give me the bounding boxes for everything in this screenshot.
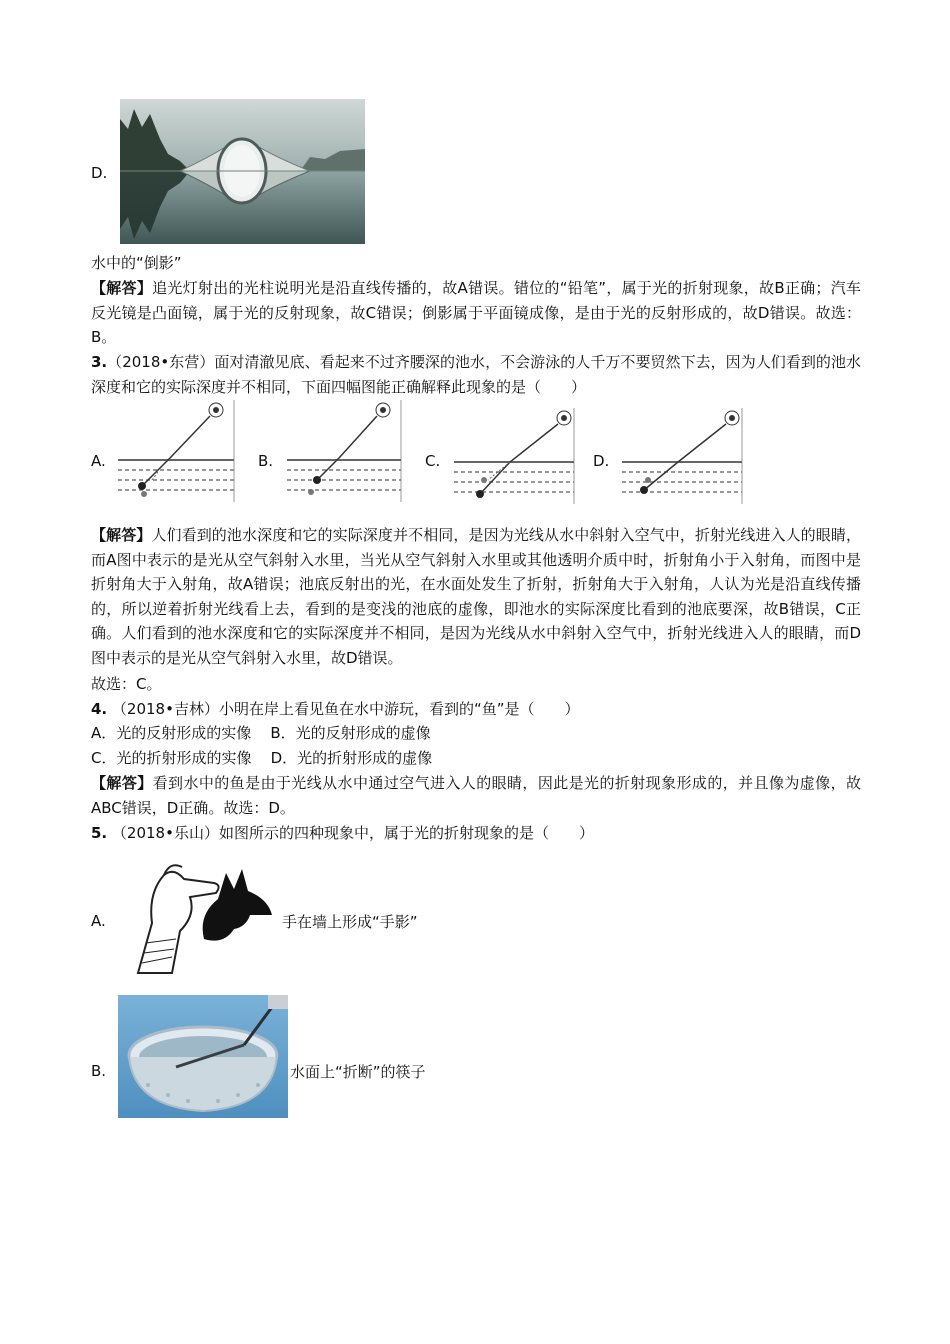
q4-option-b: B．光的反射形成的虚像 bbox=[270, 724, 431, 742]
q5-option-a-label: A. bbox=[91, 912, 106, 930]
q4-source: （2018•吉林） bbox=[111, 700, 219, 718]
q4-option-c: C．光的折射形成的实像 bbox=[91, 749, 252, 767]
q4-stem bbox=[91, 697, 861, 721]
q3-stem bbox=[91, 350, 861, 399]
q4-options-row2 bbox=[91, 746, 861, 770]
q4-options-row1 bbox=[91, 721, 861, 745]
q5-option-a-caption: 手在墙上形成“手影” bbox=[282, 913, 418, 931]
q5-option-b-caption: 水面上“折断”的筷子 bbox=[290, 1063, 426, 1081]
q3-option-d-label: D. bbox=[593, 452, 610, 470]
q5-option-b-label: B. bbox=[91, 1062, 107, 1080]
q4-option-a: A．光的反射形成的实像 bbox=[91, 724, 252, 742]
q2-option-d-label: D. bbox=[91, 164, 108, 182]
q4-option-d: D．光的折射形成的虚像 bbox=[270, 749, 433, 767]
q2-answer bbox=[91, 276, 861, 350]
q5-source: （2018•乐山） bbox=[111, 824, 219, 842]
bridge-reflection-photo bbox=[120, 99, 365, 244]
q3-option-c-label: C. bbox=[425, 452, 441, 470]
q4-answer-text: 看到水中的鱼是由于光线从水中通过空气进入人的眼睛，因此是光的折射现象形成的，并且像为虚像，故ABC错误，D正确。故选：D。 bbox=[91, 774, 861, 817]
q3-number: 3. bbox=[91, 353, 108, 371]
q3-diagram-d bbox=[622, 408, 744, 504]
q5-number: 5. bbox=[91, 824, 108, 842]
q3-stem-text: 面对清澈见底、看起来不过齐腰深的池水，不会游泳的人千万不要贸然下去，因为人们看到的池水深度和它的实际深度并不相同，下面四幅图能正确解释此现象的是（ ） bbox=[91, 353, 861, 396]
q4-number: 4. bbox=[91, 700, 108, 718]
q3-diagram-a bbox=[118, 400, 236, 502]
q3-diagram-c bbox=[454, 408, 576, 504]
q3-answer-tag: 【解答】 bbox=[91, 526, 152, 544]
q3-source: （2018•东营） bbox=[107, 353, 215, 371]
q5-stem bbox=[91, 821, 861, 845]
q3-final-answer: 故选：C。 bbox=[91, 675, 162, 693]
q2-answer-tag: 【解答】 bbox=[91, 279, 153, 297]
q4-answer-tag: 【解答】 bbox=[91, 774, 153, 792]
q4-stem-text: 小明在岸上看见鱼在水中游玩，看到的“鱼”是（ ） bbox=[218, 700, 580, 718]
q2-answer-text: 追光灯射出的光柱说明光是沿直线传播的，故A错误。错位的“铅笔”，属于光的折射现象，故B正确；汽车反光镜是凸面镜，属于光的反射现象，故C错误；倒影属于平面镜成像，是由于光的反射形成的，故D错误。故选：B。 bbox=[91, 279, 861, 346]
q3-answer-text: 人们看到的池水深度和它的实际深度并不相同，是因为光线从水中斜射入空气中，折射光线进入人的眼睛，而A图中表示的是光从空气斜射入水里，当光从空气斜射入水里或其他透明介质中时，折射角小于入射角，而图中是折射角大于入射角，故A错误；池底反射出的光，在水面处发生了折射，折射角大于入射角，人认为光是沿直线传播的，所以逆着折射光线看上去，看到的是变浅的池底的虚像，即池水的实际深度比看到的池底要深，故B错误，C正确。人们看到的池水深度和它的实际深度并不相同，是因为光线从水中斜射入空气中，折射光线进入人的眼睛，而D图中表示的是光从空气斜射入水里，故D错误。 bbox=[91, 526, 861, 667]
q2-option-d-caption: 水中的“倒影” bbox=[91, 254, 182, 272]
q3-option-a-label: A. bbox=[91, 452, 106, 470]
q3-diagram-b bbox=[287, 400, 403, 502]
hand-shadow-illustration bbox=[118, 853, 278, 981]
q4-answer bbox=[91, 771, 861, 820]
q3-answer bbox=[91, 523, 861, 670]
q3-option-b-label: B. bbox=[258, 452, 274, 470]
chopsticks-bowl-photo bbox=[118, 995, 288, 1118]
q5-stem-text: 如图所示的四种现象中，属于光的折射现象的是（ ） bbox=[218, 824, 594, 842]
